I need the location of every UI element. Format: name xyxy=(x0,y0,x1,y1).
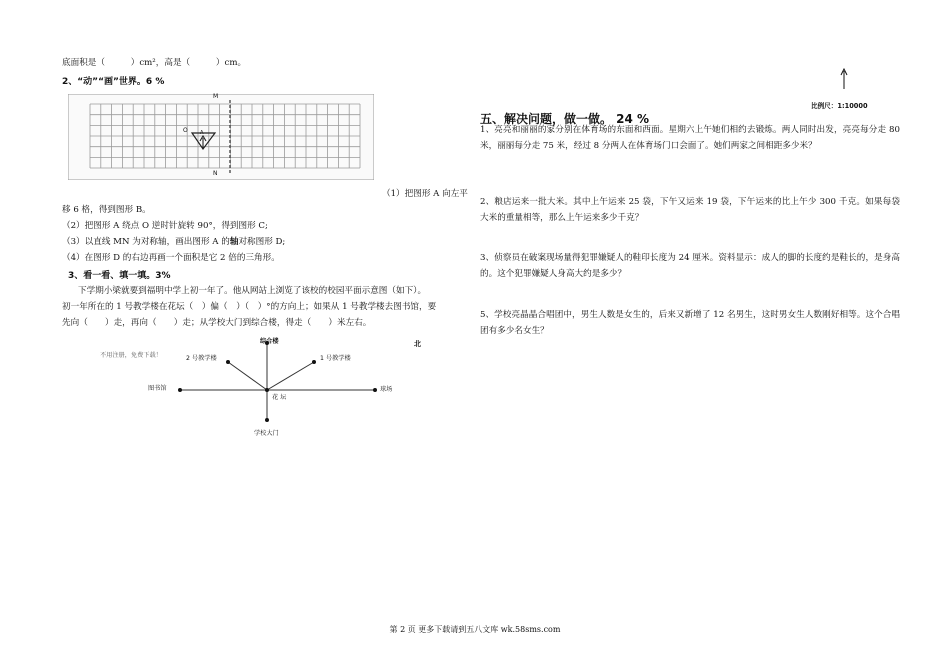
q2-item-3-post: 对称图形 D; xyxy=(238,237,286,247)
q2-item-2: （2）把图形 A 绕点 O 逆时针旋转 90°，得到图形 C; xyxy=(62,221,268,231)
map-north-label: 北 xyxy=(414,340,421,348)
zonghelou-label: 综合楼 xyxy=(260,338,279,345)
map-road-to-building-2 xyxy=(228,362,267,390)
grid-figure xyxy=(68,94,374,180)
flowerbed-label: 花 坛 xyxy=(272,394,287,401)
q2-item-3 xyxy=(62,235,285,250)
map-road-to-building-1 xyxy=(267,362,314,390)
flowerbed-dot xyxy=(265,388,269,392)
watermark-text: 不用注册，免费下载！ xyxy=(100,352,162,359)
problem-2: 2、粮店运来一批大米。其中上午运来 25 袋，下午又运来 19 袋，下午运来的比上午少 300 千克。如果每袋大米的重量相等，那么上午运来多少千克？ xyxy=(480,197,900,223)
question-3-heading: 3、看一看、填一填。3% xyxy=(68,271,171,281)
building-1-dot xyxy=(312,360,316,364)
gate-label: 学校大门 xyxy=(254,430,279,437)
building-2-label: 2 号教学楼 xyxy=(186,355,217,362)
q2-item-1b: 移 6 格，得到图形 B。 xyxy=(62,205,151,215)
label-a: A xyxy=(200,130,204,136)
library-dot xyxy=(178,388,182,392)
question-2-heading: 2、“动”“画”世界。6 % xyxy=(62,77,165,87)
q3-paragraph-2: 初一年所在的 1 号教学楼在花坛（ ）偏（ ）（ ）°的方向上；如果从 1 号教学楼去图书馆，要 xyxy=(62,302,437,312)
label-o: O xyxy=(183,127,188,134)
playground-dot xyxy=(373,388,377,392)
problem-1: 1、亮亮和丽丽的家分别在体育场的东面和西面。星期六上午她们相约去锻炼。两人同时出发，亮亮每分走 80 米，丽丽每分走 75 米，经过 8 分两人在体育场门口会面了。她们两家之间相距多少米？ xyxy=(480,125,900,151)
q3-paragraph-3: 先向（ ）走，再向（ ）走；从学校大门到综合楼，得走（ ）米左右。 xyxy=(62,318,372,328)
library-label: 图书馆 xyxy=(148,385,167,392)
north-arrow-icon xyxy=(838,68,850,90)
page-footer: 第 2 页 更多下载请到五八文库 wk.58sms.com xyxy=(389,625,561,634)
area-height-fill-line: 底面积是（ ）cm²，高是（ ）cm。 xyxy=(62,58,247,68)
q2-item-1a: （1）把图形 A 向左平 xyxy=(382,189,468,199)
q2-item-3-bold: 轴 xyxy=(229,237,239,247)
label-n: N xyxy=(213,170,218,177)
problem-3: 3、侦察员在破案现场量得犯罪嫌疑人的鞋印长度为 24 厘米。资料显示：成人的脚的长度约是鞋长的，是身高的。这个犯罪嫌疑人身高大约是多少？ xyxy=(480,253,900,279)
playground-label: 球场 xyxy=(380,386,393,393)
grid-frame xyxy=(68,94,374,180)
gate-dot xyxy=(265,418,269,422)
q3-paragraph-1: 下学期小梁就要到福明中学上初一年了。他从网站上浏览了该校的校园平面示意图（如下）。 xyxy=(78,286,427,296)
label-m: M xyxy=(213,93,219,100)
campus-map xyxy=(90,335,450,445)
q2-item-4: （4）在图形 D 的右边再画一个面积是它 2 倍的三角形。 xyxy=(62,253,280,263)
scale-label: 比例尺：1:10000 xyxy=(811,102,868,110)
building-2-dot xyxy=(226,360,230,364)
section-5-heading: 五、解决问题，做一做。 24 % xyxy=(480,112,650,126)
grid-svg xyxy=(68,94,374,180)
building-1-label: 1 号教学楼 xyxy=(320,355,351,362)
q2-item-3-pre: （3）以直线 MN 为对称轴，画出图形 A 的 xyxy=(62,237,230,247)
problem-5: 5、学校亮晶晶合唱团中，男生人数是女生的，后来又新增了 12 名男生，这时男女生人数刚好相等。这个合唱团有多少名女生？ xyxy=(480,310,900,336)
